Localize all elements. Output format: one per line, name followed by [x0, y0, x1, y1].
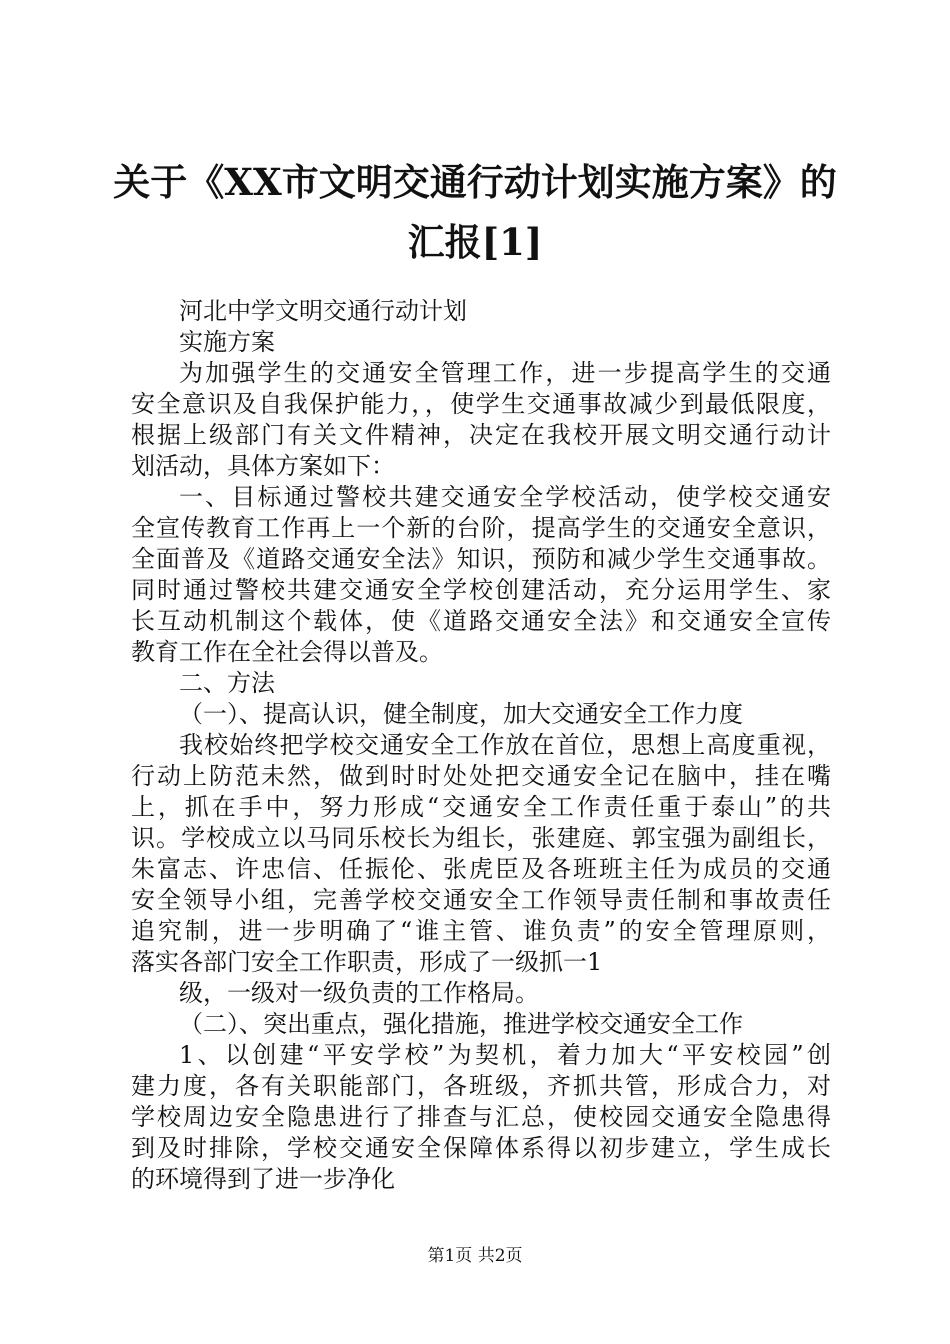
text-line: 根据上级部门有关文件精神，决定在我校开展文明交通行动计: [131, 421, 831, 449]
page-number-footer: 第1页 共2页: [427, 1246, 523, 1266]
text-line: 上，抓在手中，努力形成“交通安全工作责任重于泰山”的共: [131, 793, 831, 821]
document-title-line-1: 关于《XX市文明交通行动计划实施方案》的: [113, 160, 837, 204]
text-line: 的环境得到了进一步净化: [131, 1165, 395, 1193]
text-line: 行动上防范未然，做到时时处处把交通安全记在脑中，挂在嘴: [131, 762, 831, 790]
text-line: 识。学校成立以马同乐校长为组长，张建庭、郭宝强为副组长，: [131, 824, 831, 852]
text-line: 1、以创建“平安学校”为契机，着力加大“平安校园”创: [179, 1041, 831, 1069]
document-title-line-2: 汇报[1]: [407, 220, 543, 264]
text-line: 落实各部门安全工作职责，形成了一级抓一1: [131, 948, 603, 976]
text-line: 一、目标通过警校共建交通安全学校活动，使学校交通安: [179, 483, 831, 511]
text-line: （二）、突出重点，强化措施，推进学校交通安全工作: [179, 1010, 743, 1038]
text-line: 全面普及《道路交通安全法》知识，预防和减少学生交通事故。: [131, 545, 831, 573]
text-line: 全宣传教育工作再上一个新的台阶，提高学生的交通安全意识，: [131, 514, 831, 542]
text-line: 学校周边安全隐患进行了排查与汇总，使校园交通安全隐患得: [131, 1103, 831, 1131]
text-line: 教育工作在全社会得以普及。: [131, 638, 443, 666]
text-line: 为加强学生的交通安全管理工作，进一步提高学生的交通: [179, 359, 831, 387]
text-line: 安全领导小组，完善学校交通安全工作领导责任制和事故责任: [131, 886, 831, 914]
text-line: 朱富志、许忠信、任振伦、张虎臣及各班班主任为成员的交通: [131, 855, 831, 883]
text-line: 划活动，具体方案如下：: [131, 452, 395, 480]
text-line: 我校始终把学校交通安全工作放在首位，思想上高度重视，: [179, 731, 831, 759]
text-line: 二、方法: [179, 669, 275, 697]
text-line: （一）、提高认识，健全制度，加大交通安全工作力度: [179, 700, 743, 728]
text-line: 同时通过警校共建交通安全学校创建活动，充分运用学生、家: [131, 576, 831, 604]
text-line: 建力度，各有关职能部门，各班级，齐抓共管，形成合力，对: [131, 1072, 831, 1100]
text-line: 追究制，进一步明确了“谁主管、谁负责”的安全管理原则，: [131, 917, 831, 945]
document-body: [131, 296, 831, 1195]
text-line: 到及时排除，学校交通安全保障体系得以初步建立，学生成长: [131, 1134, 831, 1162]
text-line: 安全意识及自我保护能力，，使学生交通事故减少到最低限度，: [131, 390, 831, 418]
text-line: 河北中学文明交通行动计划: [179, 297, 467, 325]
text-line: 级，一级对一级负责的工作格局。: [179, 979, 539, 1007]
text-line: 实施方案: [179, 328, 275, 356]
text-line: 长互动机制这个载体，使《道路交通安全法》和交通安全宣传: [131, 607, 831, 635]
